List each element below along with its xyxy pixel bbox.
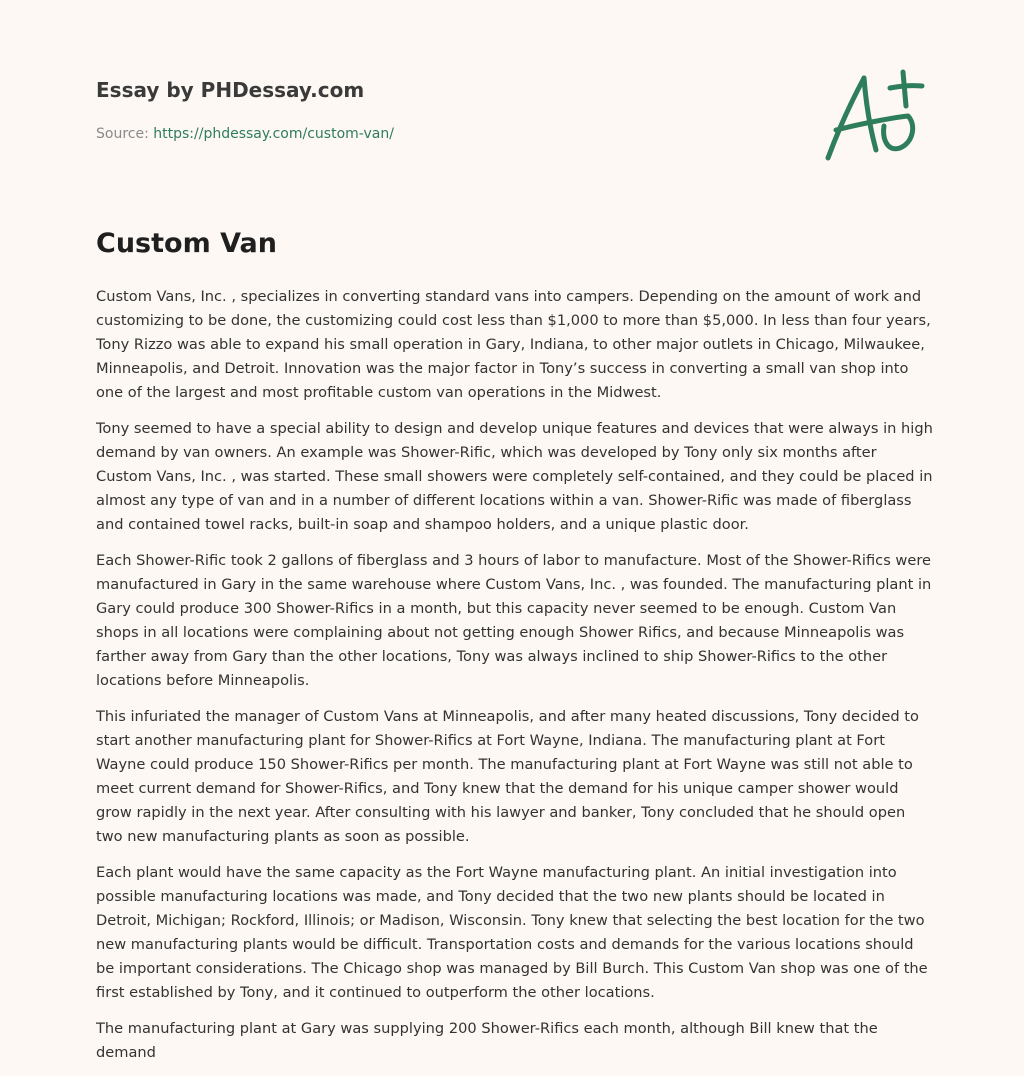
page-header — [96, 76, 796, 144]
essay-paragraph: The manufacturing plant at Gary was supplying 200 Shower-Rifics each month, although Bill knew that the demand — [96, 1020, 878, 1061]
source-line — [96, 124, 796, 144]
essay-paragraph: Each Shower-Rific took 2 gallons of fiberglass and 3 hours of labor to manufacture. Most of the Shower-Rifics were manufactured in Gary in the same warehouse where Custom Vans, Inc. , was founded. The manufacturing plant in Gary could produce 300 Shower-Rifics in a month, but this capacity never seemed to be enough. Custom Van shops in all locations were complaining about not getting enough Shower Rifics, and because Minneapolis was farther away from Gary than the other locations, Tony was always inclined to ship Shower-Rifics to the other locations before Minneapolis. — [96, 552, 932, 689]
site-title: Essay by PHDessay.com — [96, 78, 365, 102]
source-link[interactable]: https://phdessay.com/custom-van/ — [153, 126, 394, 142]
essay-paragraph: Each plant would have the same capacity as the Fort Wayne manufacturing plant. An initial investigation into possible manufacturing locations was made, and Tony decided that the two new plants should be located in Detroit, Michigan; Rockford, Illinois; or Madison, Wisconsin. Tony knew that selecting the best location for the two new manufacturing plants would be difficult. Transportation costs and demands for the various locations should be important considerations. The Chicago shop was managed by Bill Burch. This Custom Van shop was one of the first established by Tony, and it continued to outperform the other locations. — [96, 864, 928, 1001]
essay-body — [96, 285, 936, 1076]
essay-title: Custom Van — [96, 228, 277, 259]
essay-paragraph: This infuriated the manager of Custom Vans at Minneapolis, and after many heated discussions, Tony decided to start another manufacturing plant for Shower-Rifics at Fort Wayne, Indiana. The manufacturing plant at Fort Wayne could produce 150 Shower-Rifics per month. The manufacturing plant at Fort Wayne was still not able to meet current demand for Shower-Rifics, and Tony knew that the demand for his unique camper shower would grow rapidly in the next year. After consulting with his lawyer and banker, Tony concluded that he should open two new manufacturing plants as soon as possible. — [96, 708, 919, 845]
source-label: Source: — [96, 126, 149, 142]
essay-paragraph: Tony seemed to have a special ability to design and develop unique features and devices that were always in high demand by van owners. An example was Shower-Rific, which was developed by Tony only six months after Custom Vans, Inc. , was started. These small showers were completely self-contained, and they could be placed in almost any type of van and in a number of different locations within a van. Shower-Rific was made of fiberglass and contained towel racks, built-in soap and shampoo holders, and a unique plastic door. — [96, 420, 933, 533]
essay-paragraph: Custom Vans, Inc. , specializes in converting standard vans into campers. Depending on the amount of work and customizing to be done, the customizing could cost less than $1,000 to more than $5,000. In less than four years, Tony Rizzo was able to expand his small operation in Gary, Indiana, to other major outlets in Chicago, Milwaukee, Minneapolis, and Detroit. Innovation was the major factor in Tony’s success in converting a small van shop into one of the largest and most profitable custom van operations in the Midwest. — [96, 288, 931, 401]
a-plus-logo-icon — [820, 66, 930, 166]
